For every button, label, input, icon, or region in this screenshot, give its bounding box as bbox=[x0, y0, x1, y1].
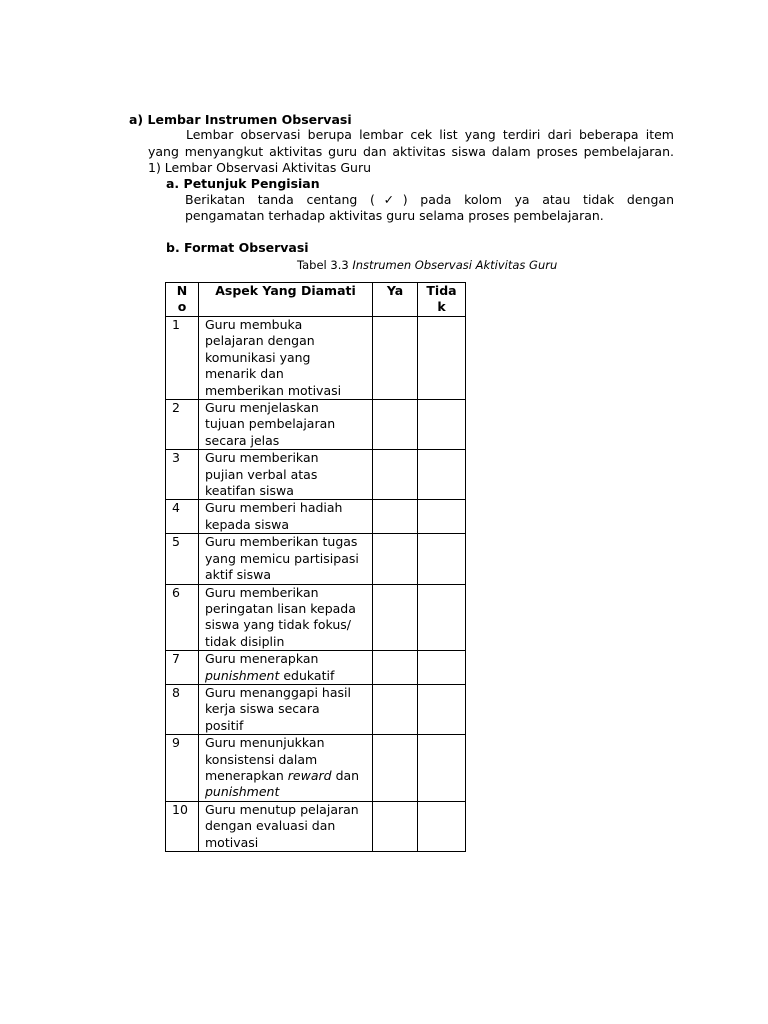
aspek-line: yang memicu partisipasi bbox=[205, 550, 359, 566]
tidak-cell[interactable] bbox=[418, 500, 466, 534]
row-aspek bbox=[199, 500, 373, 534]
tidak-cell[interactable] bbox=[418, 400, 466, 450]
aspek-line: positif bbox=[205, 717, 244, 733]
aspek-line: pujian verbal atas bbox=[205, 466, 318, 482]
header-tidak-line-1: Tida bbox=[426, 283, 457, 298]
row-number: 6 bbox=[166, 584, 199, 651]
aspek-text: menerapkan bbox=[205, 767, 288, 783]
table-row bbox=[166, 534, 466, 584]
aspek-line: tujuan pembelajaran bbox=[205, 416, 336, 432]
row-number: 5 bbox=[166, 534, 199, 584]
petunjuk-heading: a. Petunjuk Pengisian bbox=[166, 176, 320, 191]
table-header-row bbox=[166, 283, 466, 317]
format-heading: b. Format Observasi bbox=[166, 240, 309, 255]
aspek-line: Guru memberikan bbox=[205, 450, 319, 466]
ya-cell[interactable] bbox=[373, 400, 418, 450]
tidak-cell[interactable] bbox=[418, 684, 466, 734]
tidak-cell[interactable] bbox=[418, 317, 466, 400]
row-number: 9 bbox=[166, 735, 199, 802]
aspek-line: Guru menerapkan bbox=[205, 651, 319, 667]
row-aspek bbox=[199, 735, 373, 802]
aspek-text: dan bbox=[331, 767, 360, 783]
list-item-1: 1) Lembar Observasi Aktivitas Guru bbox=[148, 160, 372, 175]
row-number: 3 bbox=[166, 450, 199, 500]
row-number: 1 bbox=[166, 317, 199, 400]
table-caption bbox=[297, 257, 557, 273]
table-row bbox=[166, 500, 466, 534]
aspek-line: memberikan motivasi bbox=[205, 382, 342, 398]
caption-label: Tabel 3.3 bbox=[297, 258, 349, 272]
row-aspek bbox=[199, 651, 373, 685]
aspek-line: Guru menutup pelajaran bbox=[205, 801, 359, 817]
aspek-line: Guru menjelaskan bbox=[205, 400, 319, 416]
ya-cell[interactable] bbox=[373, 584, 418, 651]
tidak-cell[interactable] bbox=[418, 801, 466, 851]
petunjuk-line-2: pengamatan terhadap aktivitas guru selama proses pembelajaran. bbox=[185, 208, 604, 223]
aspek-line: secara jelas bbox=[205, 432, 280, 448]
ya-cell[interactable] bbox=[373, 735, 418, 802]
row-number: 4 bbox=[166, 500, 199, 534]
row-number: 7 bbox=[166, 651, 199, 685]
ya-cell[interactable] bbox=[373, 684, 418, 734]
tidak-cell[interactable] bbox=[418, 651, 466, 685]
intro-line-2: yang menyangkut aktivitas guru dan aktivitas siswa dalam proses pembelajaran. bbox=[148, 144, 674, 159]
row-number: 2 bbox=[166, 400, 199, 450]
row-aspek bbox=[199, 534, 373, 584]
row-number: 10 bbox=[166, 801, 199, 851]
row-aspek bbox=[199, 684, 373, 734]
ya-cell[interactable] bbox=[373, 317, 418, 400]
header-no-line-2: o bbox=[177, 299, 187, 315]
header-no-line-1: N bbox=[176, 283, 188, 298]
table-row bbox=[166, 400, 466, 450]
aspek-line: menarik dan bbox=[205, 366, 284, 382]
aspek-line: siswa yang tidak fokus/ bbox=[205, 617, 351, 633]
table-row bbox=[166, 651, 466, 685]
aspek-line: keatifan siswa bbox=[205, 483, 294, 499]
aspek-line: aktif siswa bbox=[205, 567, 272, 583]
header-aspek: Aspek Yang Diamati bbox=[199, 283, 373, 317]
aspek-line: kepada siswa bbox=[205, 516, 290, 532]
row-aspek bbox=[199, 584, 373, 651]
tidak-cell[interactable] bbox=[418, 584, 466, 651]
aspek-line: motivasi bbox=[205, 834, 259, 850]
aspek-line: peringatan lisan kepada bbox=[205, 600, 356, 616]
italic-term: reward bbox=[287, 767, 332, 783]
aspek-line: Guru menunjukkan bbox=[205, 735, 325, 751]
header-no bbox=[166, 283, 199, 317]
row-aspek bbox=[199, 400, 373, 450]
aspek-line: komunikasi yang bbox=[205, 349, 311, 365]
aspek-text: edukatif bbox=[279, 667, 335, 683]
header-ya: Ya bbox=[373, 283, 418, 317]
table-row bbox=[166, 317, 466, 400]
aspek-line: konsistensi dalam bbox=[205, 751, 318, 767]
ya-cell[interactable] bbox=[373, 801, 418, 851]
row-number: 8 bbox=[166, 684, 199, 734]
tidak-cell[interactable] bbox=[418, 534, 466, 584]
aspek-line bbox=[205, 668, 368, 684]
table-row bbox=[166, 584, 466, 651]
caption-title: Instrumen Observasi Aktivitas Guru bbox=[352, 258, 558, 272]
header-tidak bbox=[418, 283, 466, 317]
ya-cell[interactable] bbox=[373, 450, 418, 500]
row-aspek bbox=[199, 801, 373, 851]
aspek-line: dengan evaluasi dan bbox=[205, 818, 336, 834]
row-aspek bbox=[199, 450, 373, 500]
tidak-cell[interactable] bbox=[418, 450, 466, 500]
aspek-line: Guru memberi hadiah bbox=[205, 500, 343, 516]
aspek-line: Guru membuka bbox=[205, 317, 303, 332]
ya-cell[interactable] bbox=[373, 651, 418, 685]
table-row bbox=[166, 801, 466, 851]
aspek-line: Guru menanggapi hasil bbox=[205, 684, 351, 700]
aspek-line: Guru memberikan tugas bbox=[205, 534, 358, 550]
header-tidak-line-2: k bbox=[437, 299, 446, 315]
aspek-line: pelajaran dengan bbox=[205, 333, 315, 349]
aspek-line: Guru memberikan bbox=[205, 584, 319, 600]
table-row bbox=[166, 450, 466, 500]
row-aspek bbox=[199, 317, 373, 400]
intro-line-1: Lembar observasi berupa lembar cek list yang terdiri dari beberapa item bbox=[186, 127, 674, 142]
aspek-line bbox=[205, 768, 368, 784]
tidak-cell[interactable] bbox=[418, 735, 466, 802]
ya-cell[interactable] bbox=[373, 500, 418, 534]
table-row bbox=[166, 735, 466, 802]
italic-term: punishment bbox=[205, 667, 280, 683]
italic-term: punishment bbox=[205, 784, 280, 800]
table-row bbox=[166, 684, 466, 734]
petunjuk-line-1: Berikatan tanda centang (✓) pada kolom ya atau tidak dengan bbox=[185, 192, 674, 207]
aspek-line: tidak disiplin bbox=[205, 633, 285, 649]
ya-cell[interactable] bbox=[373, 534, 418, 584]
section-heading: a) Lembar Instrumen Observasi bbox=[129, 112, 352, 127]
aspek-line: kerja siswa secara bbox=[205, 701, 320, 717]
observation-table bbox=[165, 282, 466, 852]
